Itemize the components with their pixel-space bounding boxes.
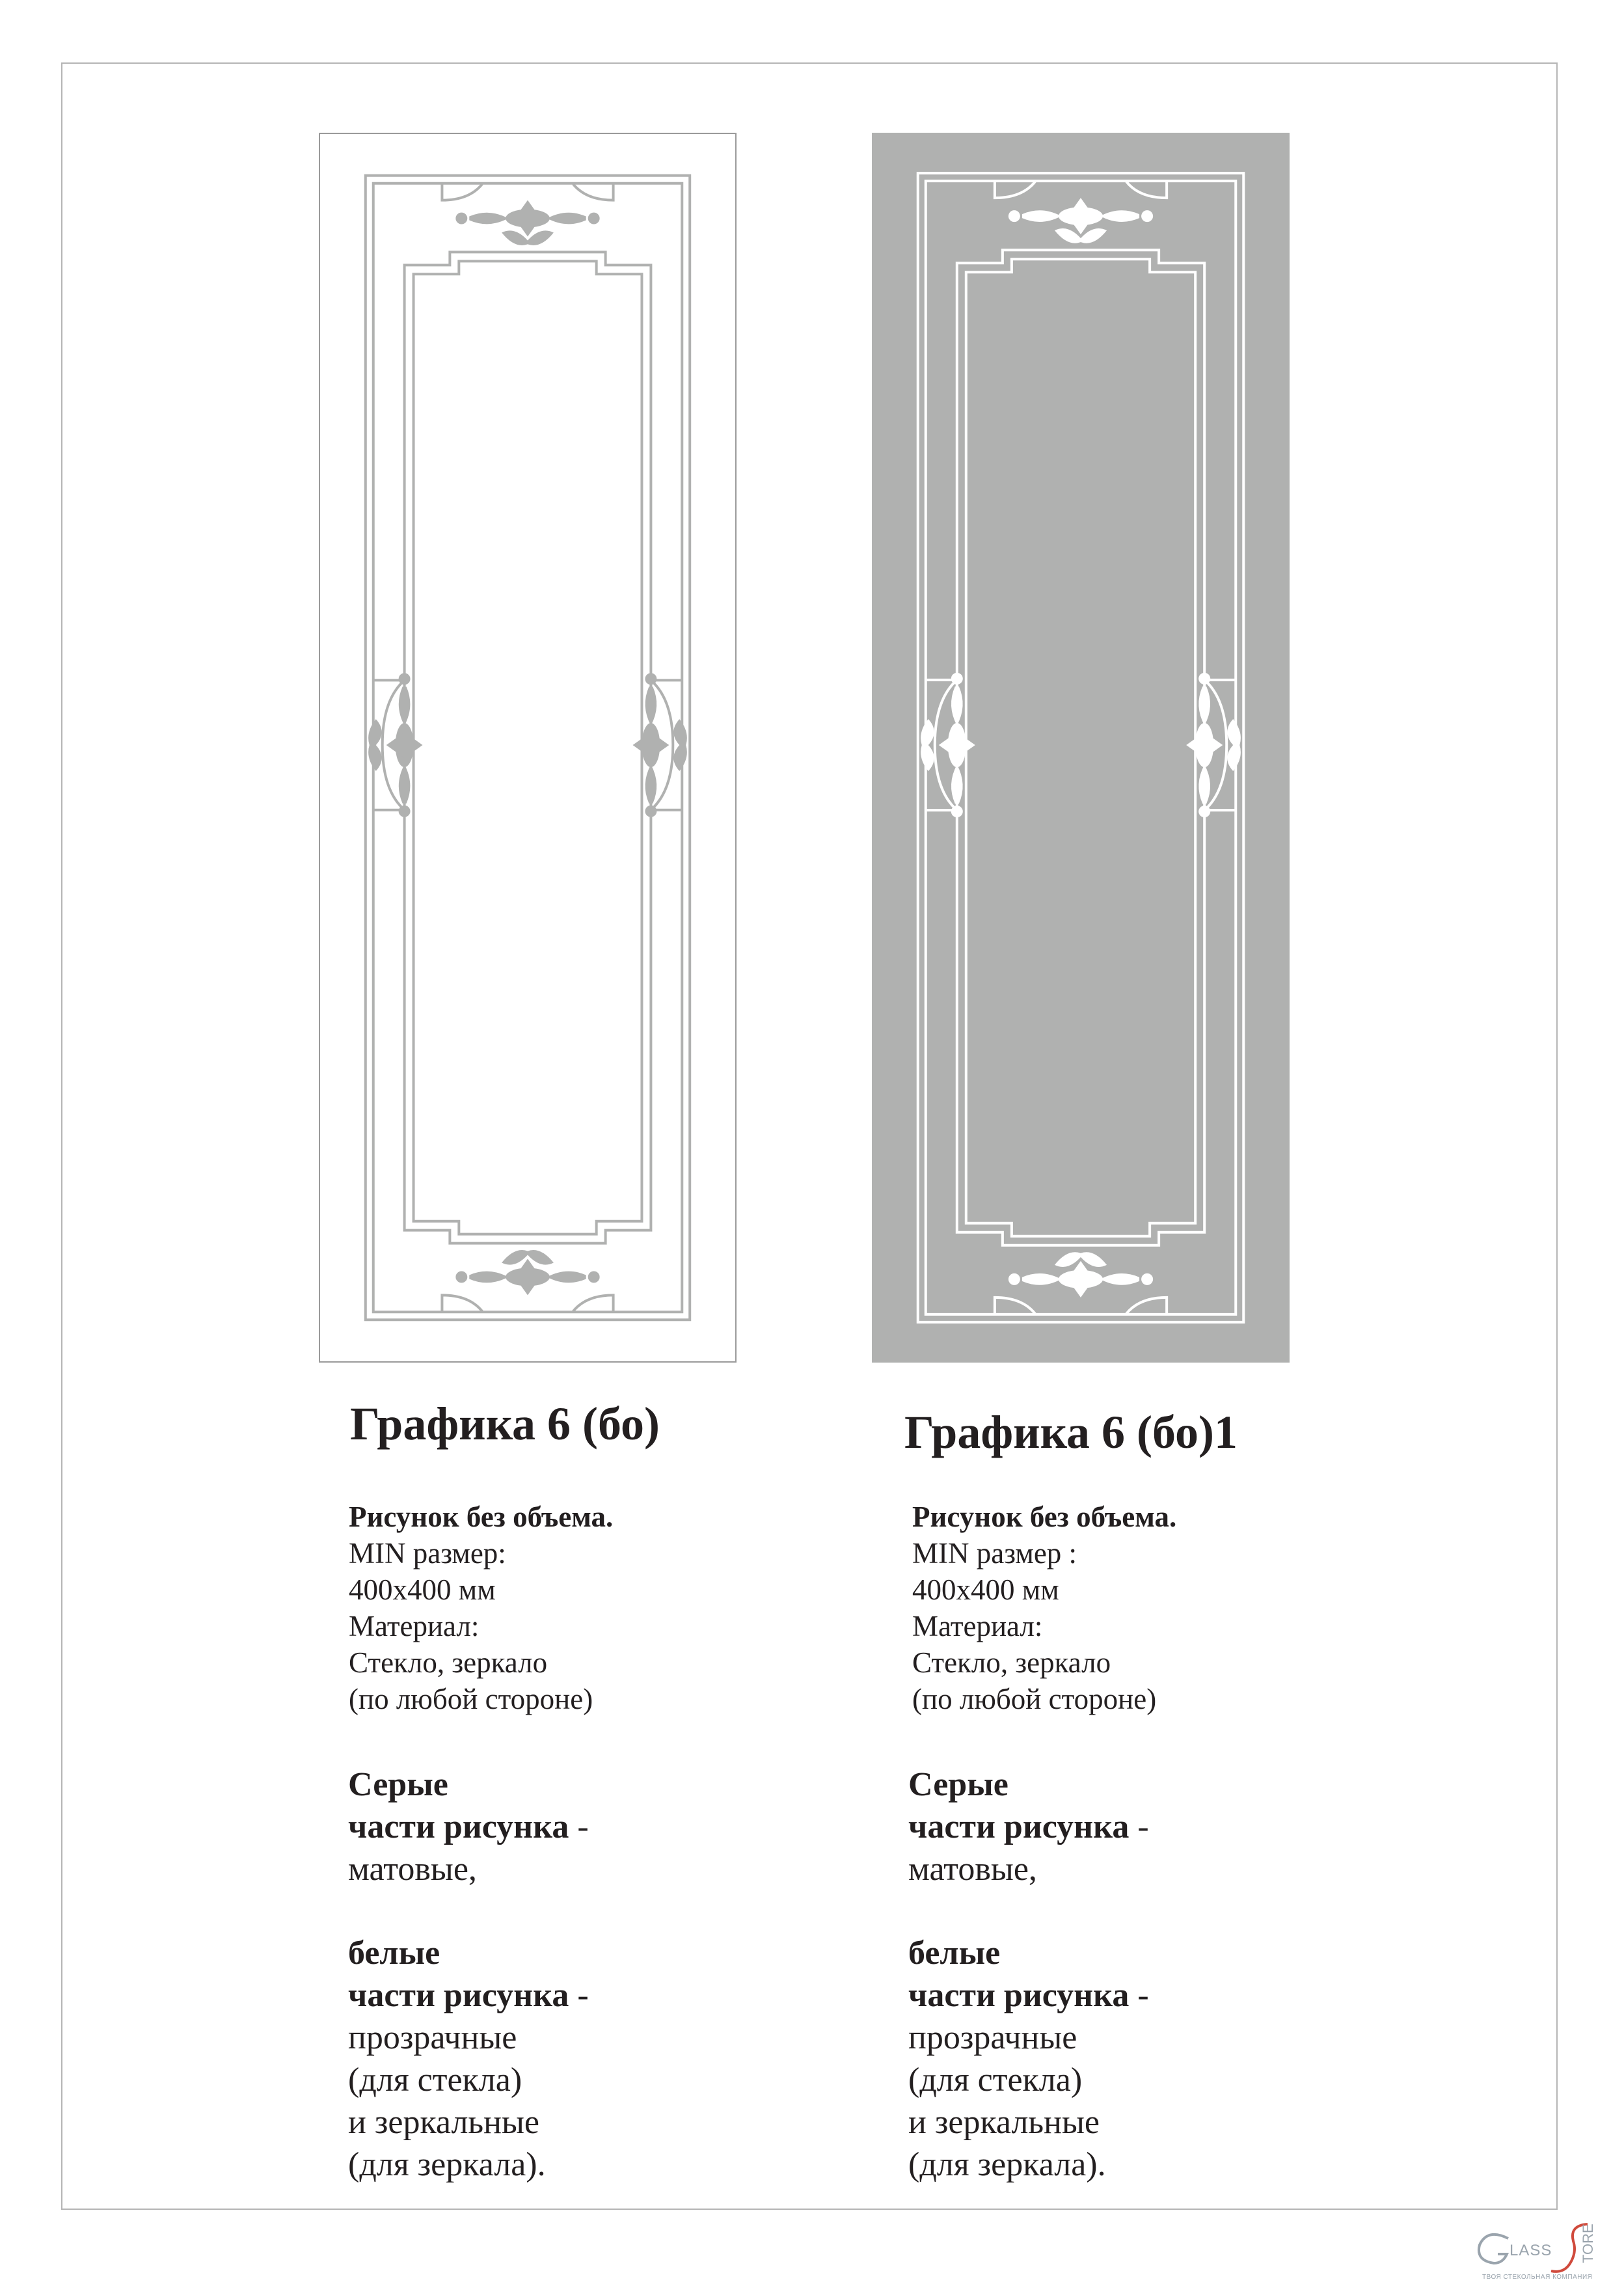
glass-store-logo	[1472, 2219, 1617, 2281]
mirror-note: (для зеркала).	[908, 2146, 1106, 2183]
mirror-word: и зеркальные	[908, 2104, 1100, 2141]
svg-text:ТВОЯ СТЕКОЛЬНАЯ КОМПАНИЯ: ТВОЯ СТЕКОЛЬНАЯ КОМПАНИЯ	[1482, 2274, 1593, 2281]
design-specs	[349, 1499, 613, 1717]
min-size-label: MIN размер :	[912, 1537, 1077, 1570]
design-notes-variant	[908, 1763, 1149, 2186]
gray-word: Серые	[908, 1766, 1008, 1803]
glass-note: (для стекла)	[348, 2061, 522, 2099]
white-word: белые	[908, 1935, 1001, 1972]
white-desc: прозрачные	[908, 2019, 1077, 2056]
min-size-label: MIN размер:	[349, 1537, 506, 1570]
white-parts: части рисунка	[908, 1977, 1130, 2014]
white-word: белые	[348, 1935, 440, 1972]
svg-text:LASS: LASS	[1509, 2242, 1552, 2259]
ornament-top	[455, 200, 599, 245]
side-note: (по любой стороне)	[349, 1683, 593, 1715]
design-notes	[348, 1763, 589, 2186]
mirror-word: и зеркальные	[348, 2104, 539, 2141]
design-specs-variant	[912, 1499, 1176, 1717]
sheet-border	[61, 62, 1558, 2210]
svg-text:TORE: TORE	[1580, 2223, 1596, 2263]
gray-dash: -	[1129, 1808, 1149, 1845]
material-value: Стекло, зеркало	[912, 1646, 1111, 1679]
white-parts: части рисунка	[348, 1977, 569, 2014]
design-title: Графика 6 (бо)	[350, 1398, 660, 1450]
gray-desc: матовые,	[348, 1851, 477, 1888]
ornament-frame-white	[872, 133, 1290, 1363]
gray-dash: -	[569, 1808, 589, 1845]
white-desc: прозрачные	[348, 2019, 517, 2056]
design-preview-matte	[319, 133, 737, 1363]
design-title-variant: Графика 6 (бо)1	[904, 1406, 1238, 1458]
gray-word: Серые	[348, 1766, 448, 1803]
design-preview-transparent	[872, 133, 1290, 1363]
ornament-frame-gray	[320, 134, 735, 1361]
ornament-bottom	[1008, 1252, 1153, 1298]
material-label: Материал:	[349, 1610, 480, 1642]
min-size-value: 400x400 мм	[349, 1573, 496, 1606]
glass-note: (для стекла)	[908, 2061, 1083, 2099]
white-dash: -	[1129, 1977, 1149, 2014]
specs-heading: Рисунок без объема.	[912, 1501, 1177, 1533]
gray-parts: части рисунка	[908, 1808, 1130, 1845]
side-note: (по любой стороне)	[912, 1683, 1157, 1715]
material-label: Материал:	[912, 1610, 1043, 1642]
gray-parts: части рисунка	[348, 1808, 569, 1845]
white-dash: -	[569, 1977, 589, 2014]
min-size-value: 400x400 мм	[912, 1573, 1059, 1606]
mirror-note: (для зеркала).	[348, 2146, 546, 2183]
material-value: Стекло, зеркало	[349, 1646, 548, 1679]
ornament-top	[1008, 198, 1153, 243]
specs-heading: Рисунок без объема.	[349, 1501, 614, 1533]
ornament-bottom	[455, 1250, 599, 1295]
gray-desc: матовые,	[908, 1851, 1037, 1888]
